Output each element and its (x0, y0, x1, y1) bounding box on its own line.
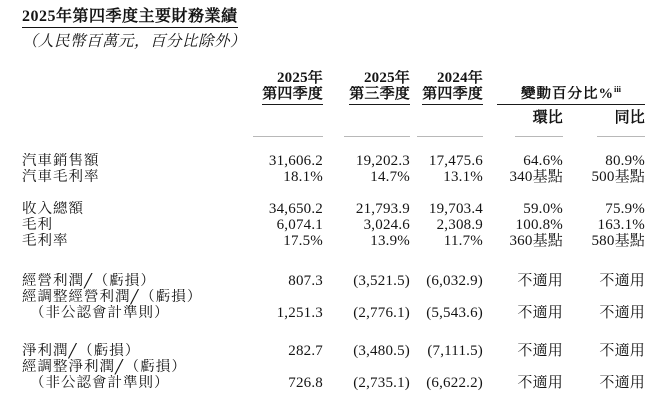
value-cell: 不適用 (599, 343, 645, 359)
table-row (22, 289, 645, 305)
value-cell (323, 289, 410, 305)
value-cell: (3,521.5) (353, 273, 410, 289)
table-row (22, 217, 645, 233)
value-cell: 80.9% (605, 153, 645, 169)
table-row (22, 169, 645, 185)
col-header-2024q4-year: 2024年 (436, 70, 483, 86)
value-cell: 500基點 (591, 169, 645, 185)
value-cell: 不適用 (517, 375, 563, 391)
value-cell: 13.9% (370, 233, 410, 249)
spacer-row (22, 321, 645, 343)
col-header-2025q3-year: 2025年 (363, 70, 410, 86)
yoy-header: 同比 (614, 110, 645, 126)
value-cell (202, 289, 323, 305)
table-row (22, 375, 645, 391)
financial-table (22, 70, 645, 391)
value-cell: 31,606.2 (268, 153, 323, 169)
value-cell: (5,543.6) (426, 305, 483, 321)
value-cell: 580基點 (591, 233, 645, 249)
value-cell: 不適用 (517, 343, 563, 359)
value-cell: (7,111.5) (427, 343, 483, 359)
row-label: 經調整淨利潤╱（虧損） (22, 359, 187, 375)
row-label: 毛利率 (22, 233, 69, 249)
value-cell: 不適用 (599, 375, 645, 391)
row-label: 經營利潤╱（虧損） (22, 273, 156, 289)
row-label: 收入總額 (22, 201, 84, 217)
row-label: （非公認會計準則） (30, 305, 170, 321)
value-cell: 18.1% (283, 169, 323, 185)
value-cell: 64.6% (523, 153, 563, 169)
row-label: 經調整經營利潤╱（虧損） (22, 289, 202, 305)
table-row (22, 153, 645, 169)
col-header-2025q4-quarter: 第四季度 (202, 86, 323, 105)
row-label: 汽車毛利率 (22, 169, 100, 185)
col-header-2025q3-quarter: 第三季度 (323, 86, 410, 105)
qoq-header: 環比 (532, 110, 563, 126)
value-cell (202, 359, 323, 375)
value-cell: 19,703.4 (428, 201, 483, 217)
col-header-2025q4-year: 2025年 (276, 70, 323, 86)
header-rule-row (22, 126, 645, 143)
table-row (22, 233, 645, 249)
value-cell: 59.0% (523, 201, 563, 217)
value-cell: 11.7% (443, 233, 483, 249)
value-cell: 13.1% (443, 169, 483, 185)
value-cell: 17.5% (283, 233, 323, 249)
spacer-row (22, 249, 645, 273)
value-cell: 360基點 (509, 233, 563, 249)
spacer-row (22, 143, 645, 153)
header-rule (253, 136, 323, 138)
value-cell: 726.8 (288, 375, 323, 391)
table-row (22, 273, 645, 289)
header-rule (597, 136, 645, 138)
header-rule (344, 136, 410, 138)
value-cell (483, 289, 563, 305)
col-header-2024q4-quarter: 第四季度 (410, 86, 483, 105)
value-cell: (2,735.1) (353, 375, 410, 391)
value-cell: 不適用 (517, 273, 563, 289)
value-cell (563, 359, 645, 375)
value-cell: 17,475.6 (428, 153, 483, 169)
row-label: 淨利潤╱（虧損） (22, 343, 141, 359)
value-cell: 21,793.9 (355, 201, 410, 217)
footnote-marker: iii (613, 86, 622, 95)
header-change-spacer (483, 70, 645, 86)
value-cell (323, 359, 410, 375)
change-pct-header: 變動百分比%$^{iii}$ (483, 86, 645, 105)
spacer-row (22, 185, 645, 201)
header-row-years (22, 70, 645, 86)
value-cell: 不適用 (517, 305, 563, 321)
table-row (22, 305, 645, 321)
value-cell: 不適用 (599, 305, 645, 321)
value-cell: 340基點 (509, 169, 563, 185)
value-cell: 1,251.3 (276, 305, 323, 321)
row-label: 汽車銷售額 (22, 153, 100, 169)
page-subtitle: （人民幣百萬元，百分比除外） (22, 33, 247, 50)
value-cell: 100.8% (515, 217, 563, 233)
value-cell: 6,074.1 (276, 217, 323, 233)
value-cell: (2,776.1) (353, 305, 410, 321)
row-label: 毛利 (22, 217, 53, 233)
value-cell: (6,032.9) (426, 273, 483, 289)
value-cell: 14.7% (370, 169, 410, 185)
header-label-spacer (22, 70, 202, 86)
table-row (22, 201, 645, 217)
value-cell: 3,024.6 (363, 217, 410, 233)
value-cell: 2,308.9 (436, 217, 483, 233)
header-rule (515, 136, 563, 138)
value-cell: 75.9% (605, 201, 645, 217)
value-cell (410, 359, 483, 375)
value-cell: 不適用 (599, 273, 645, 289)
value-cell (563, 289, 645, 305)
header-rule (417, 136, 483, 138)
header-label-spacer (22, 86, 202, 105)
value-cell (410, 289, 483, 305)
header-row-quarters (22, 86, 645, 105)
value-cell: 282.7 (288, 343, 323, 359)
value-cell: 807.3 (288, 273, 323, 289)
value-cell: (6,622.2) (426, 375, 483, 391)
table-row (22, 343, 645, 359)
value-cell: 163.1% (597, 217, 645, 233)
page-title: 2025年第四季度主要財務業績 (22, 8, 238, 28)
value-cell (483, 359, 563, 375)
table-row (22, 359, 645, 375)
header-row-change-sub (22, 105, 645, 126)
value-cell: 19,202.3 (355, 153, 410, 169)
row-label: （非公認會計準則） (30, 375, 170, 391)
value-cell: (3,480.5) (353, 343, 410, 359)
value-cell: 34,650.2 (268, 201, 323, 217)
